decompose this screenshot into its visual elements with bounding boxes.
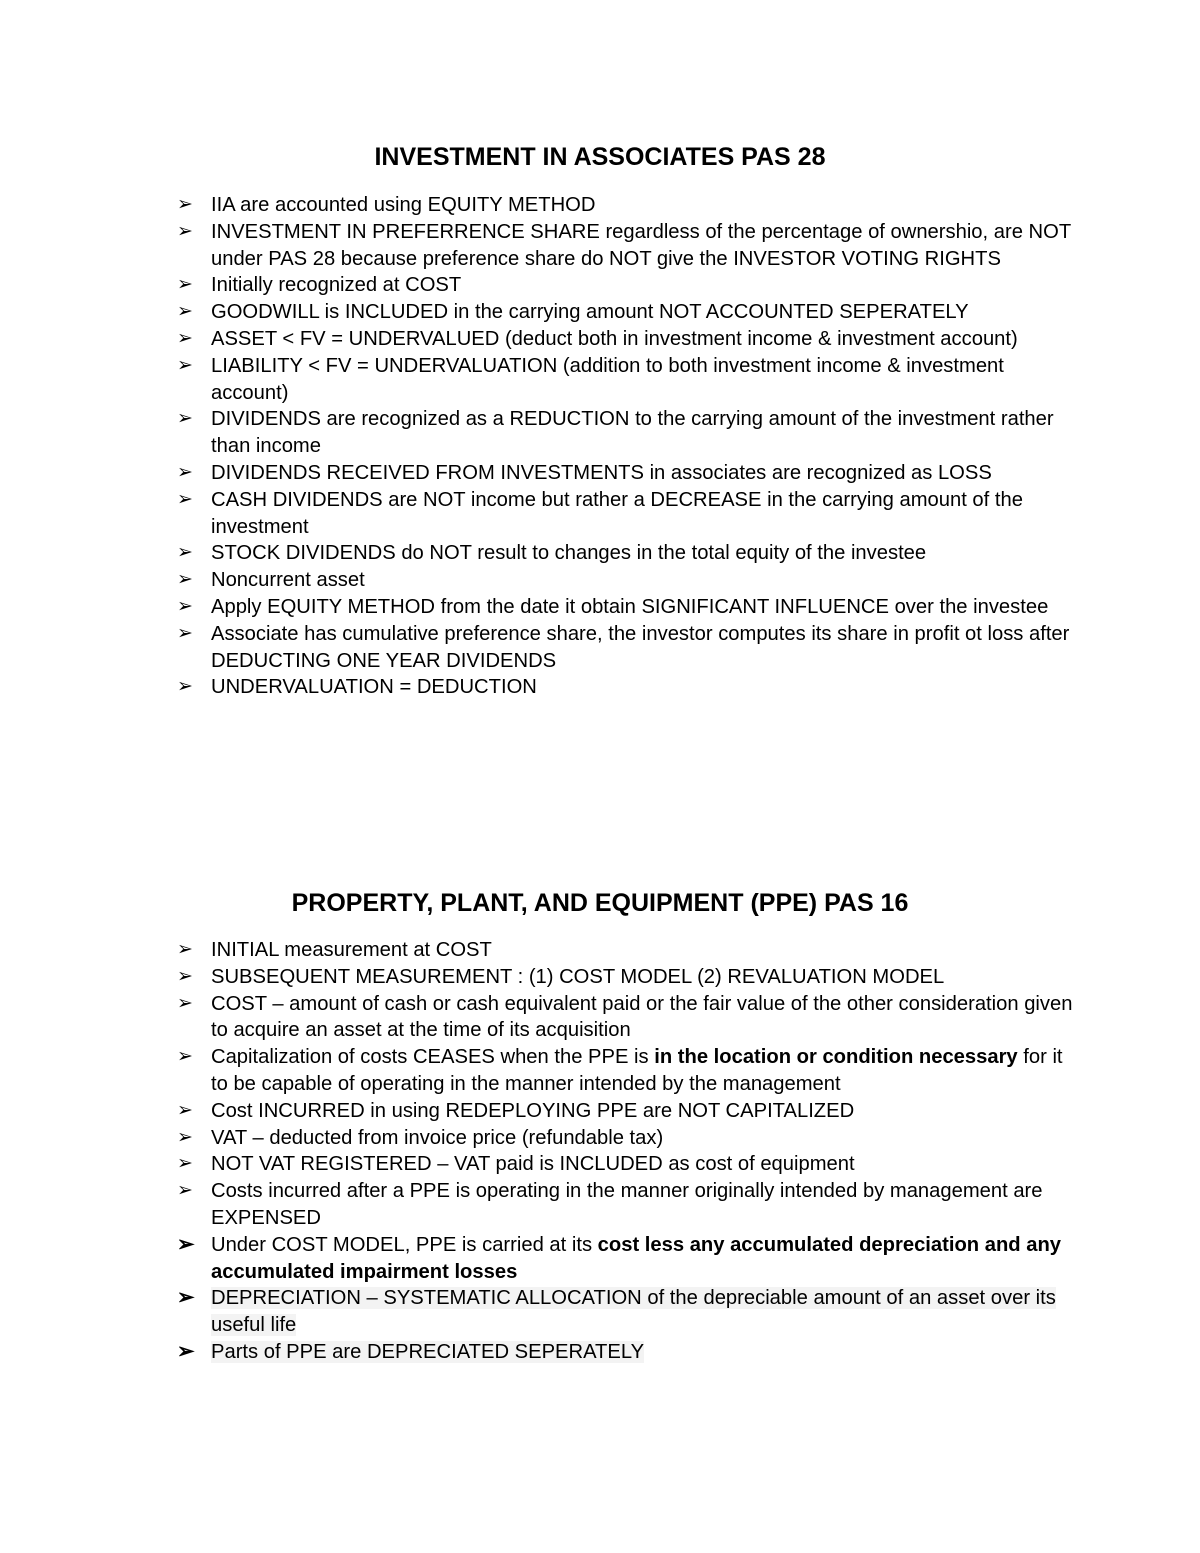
list-item xyxy=(176,1178,1076,1232)
arrow-bullet-icon: ➢ xyxy=(177,1046,193,1068)
list-item-text xyxy=(211,194,595,216)
associates-notes-list xyxy=(176,192,1076,701)
text-run: IIA are accounted using EQUITY METHOD xyxy=(211,194,596,216)
list-item-text xyxy=(211,1180,1043,1229)
text-run: VAT – deducted from invoice price (refundable tax) xyxy=(211,1126,664,1149)
arrow-bullet-icon: ➢ xyxy=(177,461,193,483)
text-run: Parts of PPE are DEPRECIATED SEPERATELY xyxy=(211,1340,645,1363)
list-item-text xyxy=(211,1046,1063,1095)
list-item-text xyxy=(211,1287,1056,1336)
list-item-text xyxy=(211,993,1072,1042)
list-item xyxy=(176,326,1076,353)
list-item xyxy=(176,937,1076,964)
arrow-bullet-icon: ➢ xyxy=(177,220,193,242)
arrow-bullet-icon: ➢ xyxy=(177,622,193,644)
list-item xyxy=(176,353,1076,407)
arrow-bullet-icon: ➢ xyxy=(177,488,193,510)
text-run: Capitalization of costs CEASES when the PPE is xyxy=(211,1046,655,1069)
text-run: for it to be capable of operating in the manner intended by the management xyxy=(211,1046,1063,1095)
arrow-bullet-icon: ➢ xyxy=(177,1339,195,1363)
list-item xyxy=(176,1098,1076,1125)
text-run: CASH DIVIDENDS are NOT income but rather a DECREASE in the carrying amount of the investment xyxy=(211,488,1023,538)
list-item-text xyxy=(211,676,537,698)
text-run: STOCK DIVIDENDS do NOT result to changes in the total equity of the investee xyxy=(211,542,927,565)
text-run: Apply EQUITY METHOD from the date it obtain SIGNIFICANT INFLUENCE over the investee xyxy=(211,595,1049,618)
list-item-text xyxy=(211,301,969,323)
text-run: GOODWILL is INCLUDED in the carrying amount NOT ACCOUNTED SEPERATELY xyxy=(211,301,969,324)
list-item-text xyxy=(211,596,1048,618)
list-item xyxy=(176,1339,1076,1366)
list-item xyxy=(176,540,1076,567)
list-item xyxy=(176,219,1076,273)
text-run: Initially recognized at COST xyxy=(211,274,462,297)
list-item-text xyxy=(211,462,992,484)
text-run: ASSET < FV = UNDERVALUED (deduct both in investment income & investment account) xyxy=(211,327,1018,350)
arrow-bullet-icon: ➢ xyxy=(177,542,193,564)
arrow-bullet-icon: ➢ xyxy=(177,1126,193,1148)
arrow-bullet-icon: ➢ xyxy=(177,194,193,215)
list-item-text xyxy=(211,623,1069,672)
list-item xyxy=(176,406,1076,460)
list-item-text xyxy=(211,939,492,961)
list-item xyxy=(176,964,1076,991)
arrow-bullet-icon: ➢ xyxy=(177,327,193,349)
list-item xyxy=(176,567,1076,594)
list-item xyxy=(176,991,1076,1045)
list-item xyxy=(176,1125,1076,1152)
arrow-bullet-icon: ➢ xyxy=(177,965,193,987)
list-item-text xyxy=(211,1153,855,1175)
arrow-bullet-icon: ➢ xyxy=(177,274,193,296)
arrow-bullet-icon: ➢ xyxy=(177,939,193,960)
arrow-bullet-icon: ➢ xyxy=(177,1099,193,1121)
list-item-text xyxy=(211,489,1023,538)
arrow-bullet-icon: ➢ xyxy=(177,1153,193,1175)
text-run: SUBSEQUENT MEASUREMENT : (1) COST MODEL (2) REVALUATION MODEL xyxy=(211,965,945,988)
list-item xyxy=(176,460,1076,487)
list-item-text xyxy=(211,966,944,988)
list-item xyxy=(176,192,1076,219)
text-run: Associate has cumulative preference share, the investor computes its share in profit ot loss after DEDUCTING ONE YEAR DIVIDENDS xyxy=(211,622,1070,672)
list-item-text xyxy=(211,1234,1061,1283)
section-title-ppe: PROPERTY, PLANT, AND EQUIPMENT (PPE) PAS 16 xyxy=(291,889,909,917)
list-item-text xyxy=(211,328,1018,350)
text-run: Noncurrent asset xyxy=(211,569,365,592)
arrow-bullet-icon: ➢ xyxy=(177,595,193,617)
list-item xyxy=(176,272,1076,299)
list-item-text xyxy=(211,274,461,296)
text-run: LIABILITY < FV = UNDERVALUATION (addition to both investment income & investment account) xyxy=(211,354,1004,404)
list-item-text xyxy=(211,569,365,591)
list-item-text xyxy=(211,408,1054,457)
text-run: DIVIDENDS RECEIVED FROM INVESTMENTS in associates are recognized as LOSS xyxy=(211,461,992,484)
arrow-bullet-icon: ➢ xyxy=(177,1180,193,1202)
arrow-bullet-icon: ➢ xyxy=(177,354,193,376)
ppe-notes-list xyxy=(176,937,1076,1366)
arrow-bullet-icon: ➢ xyxy=(177,992,193,1014)
text-run: NOT VAT REGISTERED – VAT paid is INCLUDED as cost of equipment xyxy=(211,1153,855,1176)
text-run: INITIAL measurement at COST xyxy=(211,939,492,961)
list-item-text xyxy=(211,1127,663,1149)
list-item xyxy=(176,299,1076,326)
list-item-text xyxy=(211,542,926,564)
emphasized-text: in the location or condition necessary xyxy=(654,1046,1018,1069)
list-item-text xyxy=(211,1341,644,1363)
list-item xyxy=(176,1151,1076,1178)
list-item xyxy=(176,594,1076,621)
text-run: Under COST MODEL, PPE is carried at its xyxy=(211,1233,598,1256)
list-item xyxy=(176,487,1076,541)
list-item-text xyxy=(211,221,1071,270)
arrow-bullet-icon: ➢ xyxy=(177,301,193,323)
list-item-text xyxy=(211,1100,854,1122)
list-item xyxy=(176,674,1076,701)
arrow-bullet-icon: ➢ xyxy=(177,408,193,430)
arrow-bullet-icon: ➢ xyxy=(177,1232,195,1256)
text-run: Costs incurred after a PPE is operating in the manner originally intended by management are EXPENSED xyxy=(211,1180,1043,1229)
text-run: DIVIDENDS are recognized as a REDUCTION to the carrying amount of the investment rather than income xyxy=(211,408,1054,458)
emphasized-text: cost less any accumulated depreciation and any accumulated impairment losses xyxy=(211,1233,1062,1283)
arrow-bullet-icon: ➢ xyxy=(177,1286,195,1310)
list-item xyxy=(176,1044,1076,1098)
list-item xyxy=(176,1232,1076,1286)
arrow-bullet-icon: ➢ xyxy=(177,569,193,591)
list-item xyxy=(176,621,1076,675)
text-run: Cost INCURRED in using REDEPLOYING PPE are NOT CAPITALIZED xyxy=(211,1099,855,1122)
section-title-associates: INVESTMENT IN ASSOCIATES PAS 28 xyxy=(374,143,826,171)
list-item xyxy=(176,1285,1076,1339)
text-run: DEPRECIATION – SYSTEMATIC ALLOCATION of the depreciable amount of an asset over its useful life xyxy=(211,1287,1056,1337)
text-run: COST – amount of cash or cash equivalent paid or the fair value of the other consideration given to acquire an asset at the time of its acquisition xyxy=(211,992,1073,1042)
arrow-bullet-icon: ➢ xyxy=(177,676,193,698)
text-run: INVESTMENT IN PREFERRENCE SHARE regardless of the percentage of ownershio, are NOT under PAS 28 because preference share do NOT give the INVESTOR VOTING RIGHTS xyxy=(211,220,1071,270)
list-item-text xyxy=(211,355,1004,404)
text-run: UNDERVALUATION = DEDUCTION xyxy=(211,676,537,699)
